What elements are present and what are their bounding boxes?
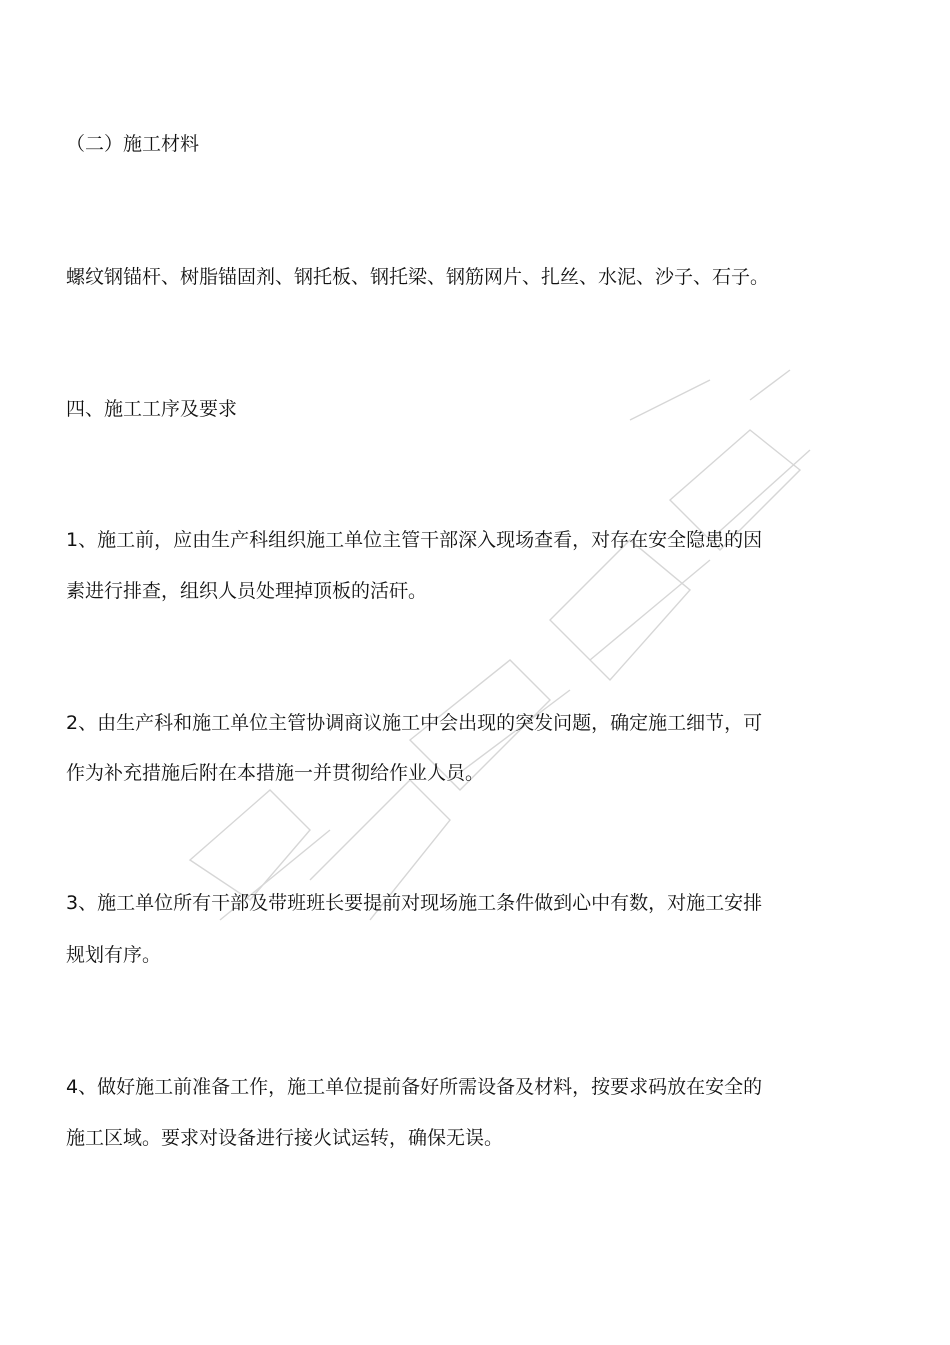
procedure-item-1-line-2: 素进行排查，组织人员处理掉顶板的活矸。 xyxy=(66,580,428,602)
procedure-item-4-line-1: 4、做好施工前准备工作，施工单位提前备好所需设备及材料，按要求码放在安全的 xyxy=(66,1076,763,1098)
section-procedure-heading: 四、施工工序及要求 xyxy=(66,398,238,420)
procedure-item-4-line-2: 施工区域。要求对设备进行接火试运转，确保无误。 xyxy=(66,1127,504,1149)
materials-list: 螺纹钢锚杆、树脂锚固剂、钢托板、钢托梁、钢筋网片、扎丝、水泥、沙子、石子。 xyxy=(66,266,770,288)
procedure-item-1-line-1: 1、施工前，应由生产科组织施工单位主管干部深入现场查看，对存在安全隐患的因 xyxy=(66,529,763,551)
procedure-item-3-line-2: 规划有序。 xyxy=(66,944,162,966)
procedure-item-2-line-1: 2、由生产科和施工单位主管协调商议施工中会出现的突发问题，确定施工细节，可 xyxy=(66,712,763,734)
procedure-item-2-line-2: 作为补充措施后附在本措施一并贯彻给作业人员。 xyxy=(66,762,485,784)
procedure-item-3-line-1: 3、施工单位所有干部及带班班长要提前对现场施工条件做到心中有数，对施工安排 xyxy=(66,892,763,914)
watermark-stamp xyxy=(150,360,850,980)
section-materials-heading: （二）施工材料 xyxy=(66,133,200,155)
